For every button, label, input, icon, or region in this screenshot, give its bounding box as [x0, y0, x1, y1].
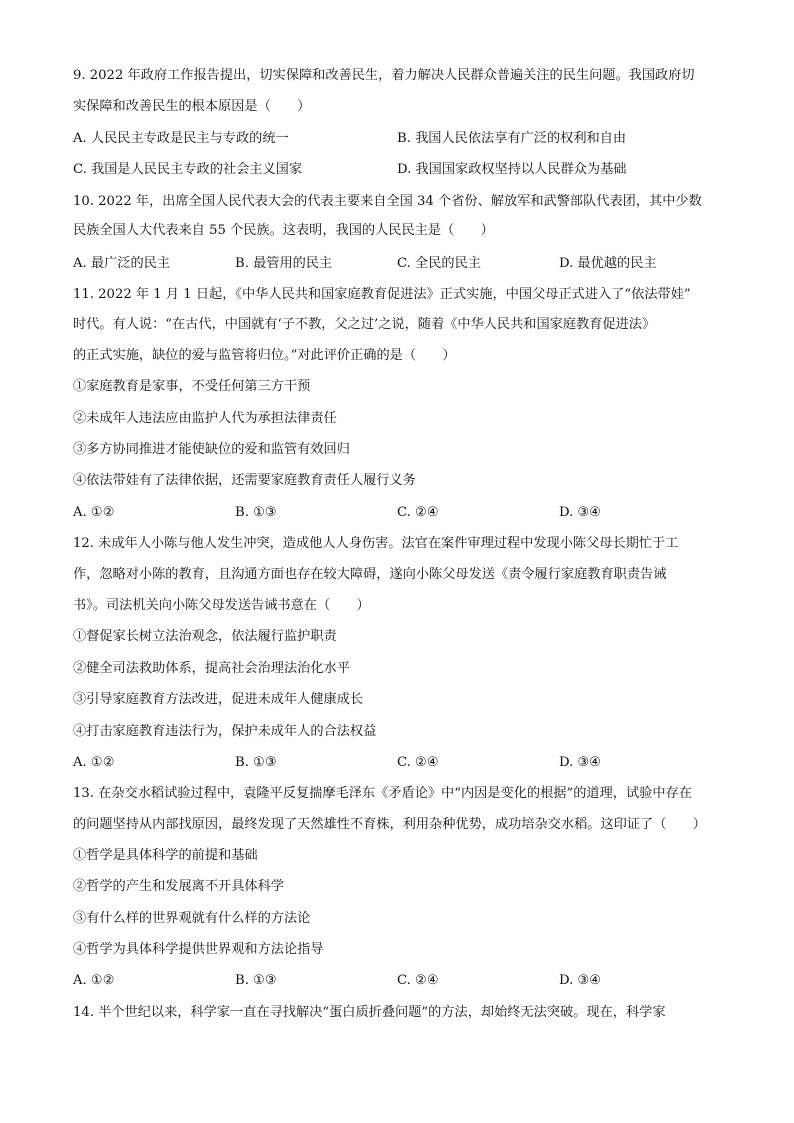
- q13-statement-4: ④哲学为具体科学提供世界观和方法论指导: [73, 942, 324, 957]
- q10-option-a: A. 最广泛的民主: [73, 256, 171, 271]
- q11-statement-4: ④依法带娃有了法律依据，还需要家庭教育责任人履行义务: [73, 473, 416, 488]
- q10-stem-line-2: 民族全国人大代表来自 55 个民族。这表明，我国的人民民主是（ ）: [73, 223, 494, 238]
- q11-statement-2: ②未成年人违法应由监护人代为承担法律责任: [73, 411, 337, 426]
- q11-option-d: D. ③④: [559, 505, 602, 520]
- q11-stem-line-2: 时代。有人说：“在古代，中国就有‘子不教，父之过’之说，随着《中华人民共和国家庭教育促进法》: [73, 317, 656, 332]
- q9-stem-line-2: 实保障和改善民生的根本原因是（ ）: [73, 99, 311, 114]
- q13-statement-3: ③有什么样的世界观就有什么样的方法论: [73, 911, 311, 926]
- q13-option-d: D. ③④: [559, 973, 602, 988]
- q11-stem-line-1: 11. 2022 年 1 月 1 日起，《中华人民共和国家庭教育促进法》正式实施，中国父母正式进入了“依法带娃”: [73, 287, 691, 302]
- q13-option-c: C. ②④: [397, 973, 439, 988]
- q10-stem-line-1: 10. 2022 年，出席全国人民代表大会的代表主要来自全国 34 个省份、解放军和武警部队代表团，其中少数: [73, 194, 702, 209]
- q11-option-c: C. ②④: [397, 505, 439, 520]
- q12-option-b: B. ①③: [235, 755, 277, 770]
- q12-stem-line-2: 作，忽略对小陈的教育，且沟通方面也存在较大障碍，遂向小陈父母发送《责令履行家庭教育职责告诫: [73, 567, 667, 582]
- q9-option-b: B. 我国人民依法享有广泛的权利和自由: [397, 131, 627, 146]
- q11-statement-1: ①家庭教育是家事，不受任何第三方干预: [73, 379, 311, 394]
- q12-option-c: C. ②④: [397, 755, 439, 770]
- q13-stem-line-1: 13. 在杂交水稻试验过程中，袁隆平反复揣摩毛泽东《矛盾论》中“内因是变化的根据”的道理，试验中存在: [73, 786, 692, 801]
- q14-stem-line-1: 14. 半个世纪以来，科学家一直在寻找解决“蛋白质折叠问题”的方法，却始终无法突破。现在，科学家: [73, 1005, 666, 1020]
- q13-statement-2: ②哲学的产生和发展离不开具体科学: [73, 879, 284, 894]
- q9-option-d: D. 我国国家政权坚持以人民群众为基础: [397, 162, 627, 177]
- q12-option-a: A. ①②: [73, 755, 115, 770]
- q11-option-b: B. ①③: [235, 505, 277, 520]
- q12-statement-2: ②健全司法救助体系，提高社会治理法治化水平: [73, 661, 350, 676]
- q12-stem-line-3: 书》。司法机关向小陈父母发送告诫书意在（ ）: [73, 598, 370, 613]
- q9-option-a: A. 人民民主专政是民主与专政的统一: [73, 131, 289, 146]
- q11-stem-line-3: 的正式实施，缺位的爱与监管将归位。”对此评价正确的是（ ）: [73, 348, 456, 363]
- q11-statement-3: ③多方协同推进才能使缺位的爱和监管有效回归: [73, 442, 350, 457]
- q12-statement-3: ③引导家庭教育方法改进，促进未成年人健康成长: [73, 692, 364, 707]
- q13-option-b: B. ①③: [235, 973, 277, 988]
- q12-option-d: D. ③④: [559, 755, 602, 770]
- q13-stem-line-2: 的问题坚持从内部找原因，最终发现了天然雄性不育株，利用杂种优势，成功培杂交水稻。这印证了（ ）: [73, 817, 706, 832]
- q10-option-d: D. 最优越的民主: [559, 256, 657, 271]
- q13-option-a: A. ①②: [73, 973, 115, 988]
- q9-option-c: C. 我国是人民民主专政的社会主义国家: [73, 162, 303, 177]
- q10-option-c: C. 全民的民主: [397, 256, 481, 271]
- q12-statement-4: ④打击家庭教育违法行为，保护未成年人的合法权益: [73, 724, 377, 739]
- q12-statement-1: ①督促家长树立法治观念，依法履行监护职责: [73, 629, 337, 644]
- q12-stem-line-1: 12. 未成年人小陈与他人发生冲突，造成他人人身伤害。法官在案件审理过程中发现小陈父母长期忙于工: [73, 536, 679, 551]
- q9-stem-line-1: 9. 2022 年政府工作报告提出，切实保障和改善民生，着力解决人民群众普遍关注的民生问题。我国政府切: [73, 68, 695, 83]
- q10-option-b: B. 最管用的民主: [235, 256, 333, 271]
- q13-statement-1: ①哲学是具体科学的前提和基础: [73, 848, 258, 863]
- q11-option-a: A. ①②: [73, 505, 115, 520]
